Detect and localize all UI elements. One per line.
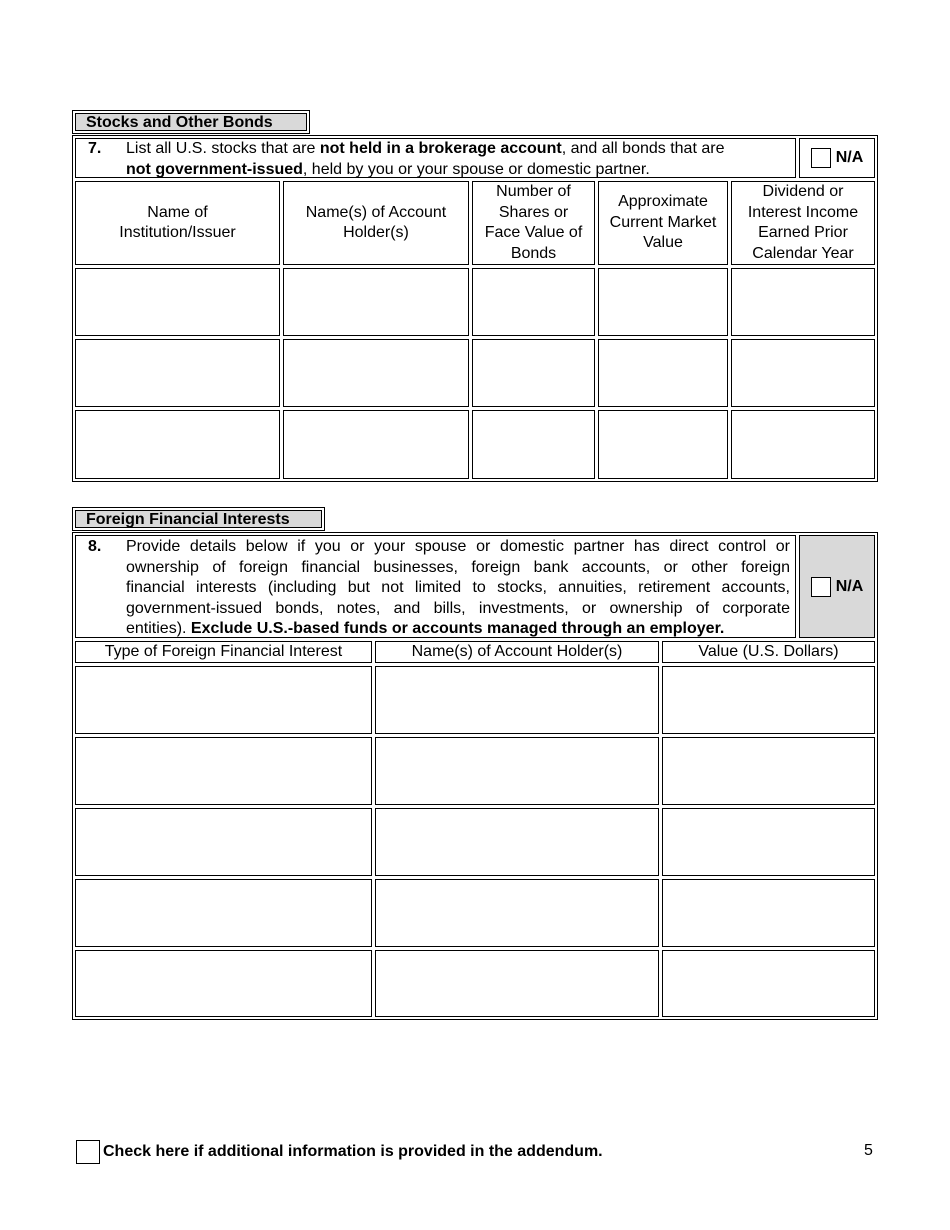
column-header: Name(s) of Account Holder(s) <box>375 641 659 663</box>
section-tab <box>72 507 325 531</box>
table-cell[interactable] <box>375 737 659 805</box>
addendum-checkbox[interactable] <box>76 1140 100 1164</box>
section-tab <box>72 110 310 134</box>
table-cell[interactable] <box>598 268 728 336</box>
section-title: Stocks and Other Bonds <box>75 113 307 131</box>
table-cell[interactable] <box>75 737 372 805</box>
table-cell[interactable] <box>75 808 372 876</box>
question-line: financial interests (including but not limited to stocks, annuities, retirement accounts, <box>126 579 790 596</box>
table-cell[interactable] <box>283 339 469 407</box>
table-cell[interactable] <box>662 808 875 876</box>
na-label: N/A <box>835 577 864 595</box>
table-cell[interactable] <box>75 410 280 479</box>
column-header: Name of Institution/Issuer <box>75 181 280 265</box>
question-text-bold: not held in a brokerage account <box>319 140 562 157</box>
question-number: 8. <box>88 538 102 555</box>
column-header: Dividend or Interest Income Earned Prior Calendar Year <box>731 181 875 265</box>
na-label: N/A <box>835 149 864 166</box>
column-header: Number of Shares or Face Value of Bonds <box>472 181 595 265</box>
table-cell[interactable] <box>75 339 280 407</box>
question-cell <box>75 535 796 638</box>
question-line: Provide details below if you or your spouse or domestic partner has direct control or <box>126 538 790 555</box>
question-cell <box>75 138 796 178</box>
addendum-row <box>76 1140 603 1164</box>
column-header: Approximate Current Market Value <box>598 181 728 265</box>
table-cell[interactable] <box>75 268 280 336</box>
question-text <box>126 139 796 180</box>
table-cell[interactable] <box>662 950 875 1017</box>
table-cell[interactable] <box>375 950 659 1017</box>
column-header: Value (U.S. Dollars) <box>662 641 875 663</box>
table-cell[interactable] <box>662 879 875 947</box>
table-cell[interactable] <box>662 737 875 805</box>
question-line: ownership of foreign financial businesses, foreign bank accounts, or other foreign <box>126 558 790 576</box>
section-title: Foreign Financial Interests <box>75 510 322 528</box>
table-cell[interactable] <box>75 666 372 734</box>
table-cell[interactable] <box>75 879 372 947</box>
question-text <box>126 537 790 640</box>
table-cell[interactable] <box>375 808 659 876</box>
stocks-section <box>72 110 878 482</box>
foreign-section <box>72 507 878 1020</box>
table-cell[interactable] <box>375 666 659 734</box>
table-cell[interactable] <box>75 950 372 1017</box>
question-text-part: List all U.S. stocks that are <box>126 140 320 157</box>
table-cell[interactable] <box>375 879 659 947</box>
table-cell[interactable] <box>472 268 595 336</box>
na-cell <box>799 535 875 638</box>
table-cell[interactable] <box>598 410 728 479</box>
foreign-table-frame <box>72 532 878 1020</box>
table-cell[interactable] <box>283 268 469 336</box>
column-header: Type of Foreign Financial Interest <box>75 641 372 663</box>
na-cell <box>799 138 875 178</box>
page-number: 5 <box>864 1142 873 1159</box>
question-text-bold: Exclude U.S.-based funds or accounts managed through an employer. <box>190 620 725 637</box>
table-cell[interactable] <box>472 410 595 479</box>
addendum-label: Check here if additional information is provided in the addendum. <box>103 1143 603 1160</box>
stocks-table-frame <box>72 135 878 482</box>
table-cell[interactable] <box>731 339 875 407</box>
table-cell[interactable] <box>283 410 469 479</box>
table-cell[interactable] <box>731 268 875 336</box>
table-cell[interactable] <box>731 410 875 479</box>
table-cell[interactable] <box>662 666 875 734</box>
table-cell[interactable] <box>598 339 728 407</box>
table-cell[interactable] <box>472 339 595 407</box>
column-header: Name(s) of Account Holder(s) <box>283 181 469 265</box>
question-line: government-issued bonds, notes, and bills, investments, or ownership of corporate <box>126 599 790 617</box>
question-line: entities). <box>126 620 191 637</box>
na-checkbox[interactable] <box>811 577 831 597</box>
question-number: 7. <box>88 140 102 157</box>
question-text-part: , held by you or your spouse or domestic partner. <box>302 160 650 178</box>
question-text-bold: not government-issued <box>126 160 303 178</box>
question-text-part: , and all bonds that are <box>561 140 725 157</box>
na-checkbox[interactable] <box>811 148 831 168</box>
